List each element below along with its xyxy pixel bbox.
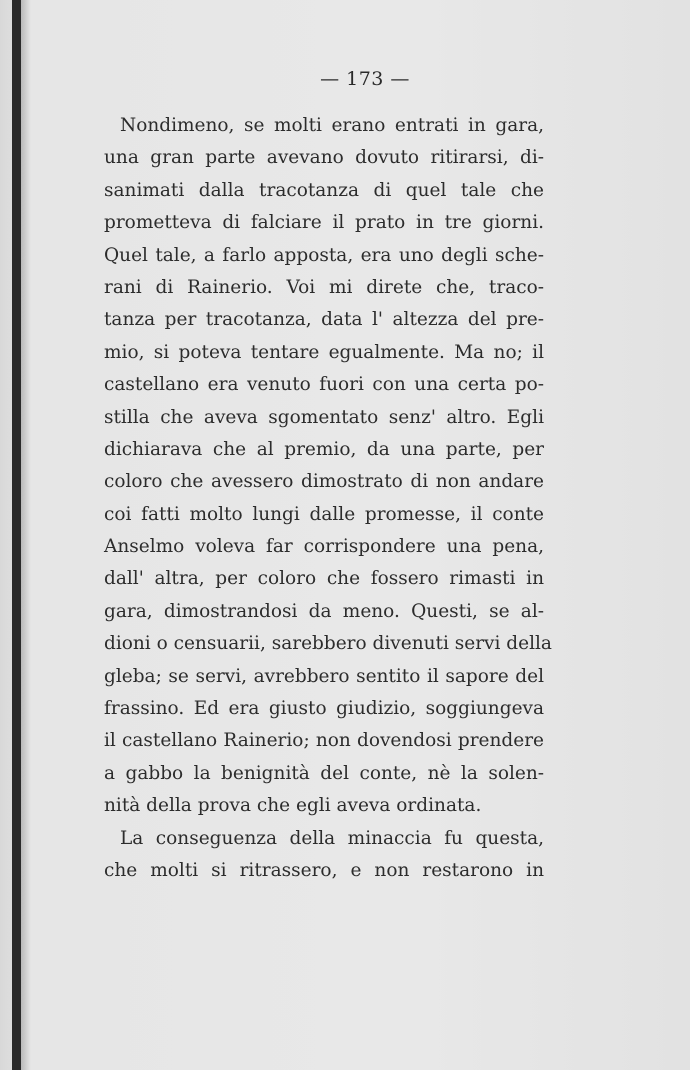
text-line: coloro che avessero dimostrato di non andare (104, 471, 544, 493)
text-line: dall' altra, per coloro che fossero rimasti in (104, 568, 544, 590)
text-line: tanza per tracotanza, data l' altezza del pre- (104, 309, 544, 331)
text-line: dichiarava che al premio, da una parte, per (104, 438, 544, 460)
text-line: a gabbo la benignità del conte, nè la solen- (104, 762, 544, 784)
text-line: frassino. Ed era giusto giudizio, soggiungeva (104, 698, 544, 720)
text-line: stilla che aveva sgomentato senz' altro. Egli (104, 406, 544, 428)
binding-edge (12, 0, 21, 1070)
text-line: gara, dimostrandosi da meno. Questi, se al- (104, 600, 544, 622)
text-line: Quel tale, a farlo apposta, era uno degli sche- (104, 244, 544, 266)
text-line: nità della prova che egli aveva ordinata. (104, 795, 482, 817)
text-line: mio, si poteva tentare egualmente. Ma no; il (104, 341, 544, 363)
text-line: rani di Rainerio. Voi mi direte che, traco- (104, 276, 544, 298)
text-line: Anselmo voleva far corrispondere una pena, (104, 536, 544, 558)
page-number: — 173 — (320, 68, 410, 90)
text-line: sanimati dalla tracotanza di quel tale che (104, 179, 544, 201)
text-line: Nondimeno, se molti erano entrati in gara, (120, 115, 544, 136)
text-line: il castellano Rainerio; non dovendosi prendere (104, 730, 544, 752)
text-line: La conseguenza della minaccia fu questa, (120, 827, 544, 849)
text-line: una gran parte avevano dovuto ritirarsi, di- (104, 147, 544, 169)
text-line: prometteva di falciare il prato in tre giorni. (104, 212, 544, 234)
binding-shadow (21, 0, 31, 1070)
body-text (104, 110, 552, 887)
text-line: che molti si ritrassero, e non restarono in (104, 859, 544, 881)
text-line: dioni o censuarii, sarebbero divenuti servi della (104, 633, 552, 655)
text-line: coi fatti molto lungi dalle promesse, il conte (104, 503, 544, 525)
text-line: castellano era venuto fuori con una certa po- (104, 374, 544, 396)
text-line: gleba; se servi, avrebbero sentito il sapore del (104, 665, 544, 687)
